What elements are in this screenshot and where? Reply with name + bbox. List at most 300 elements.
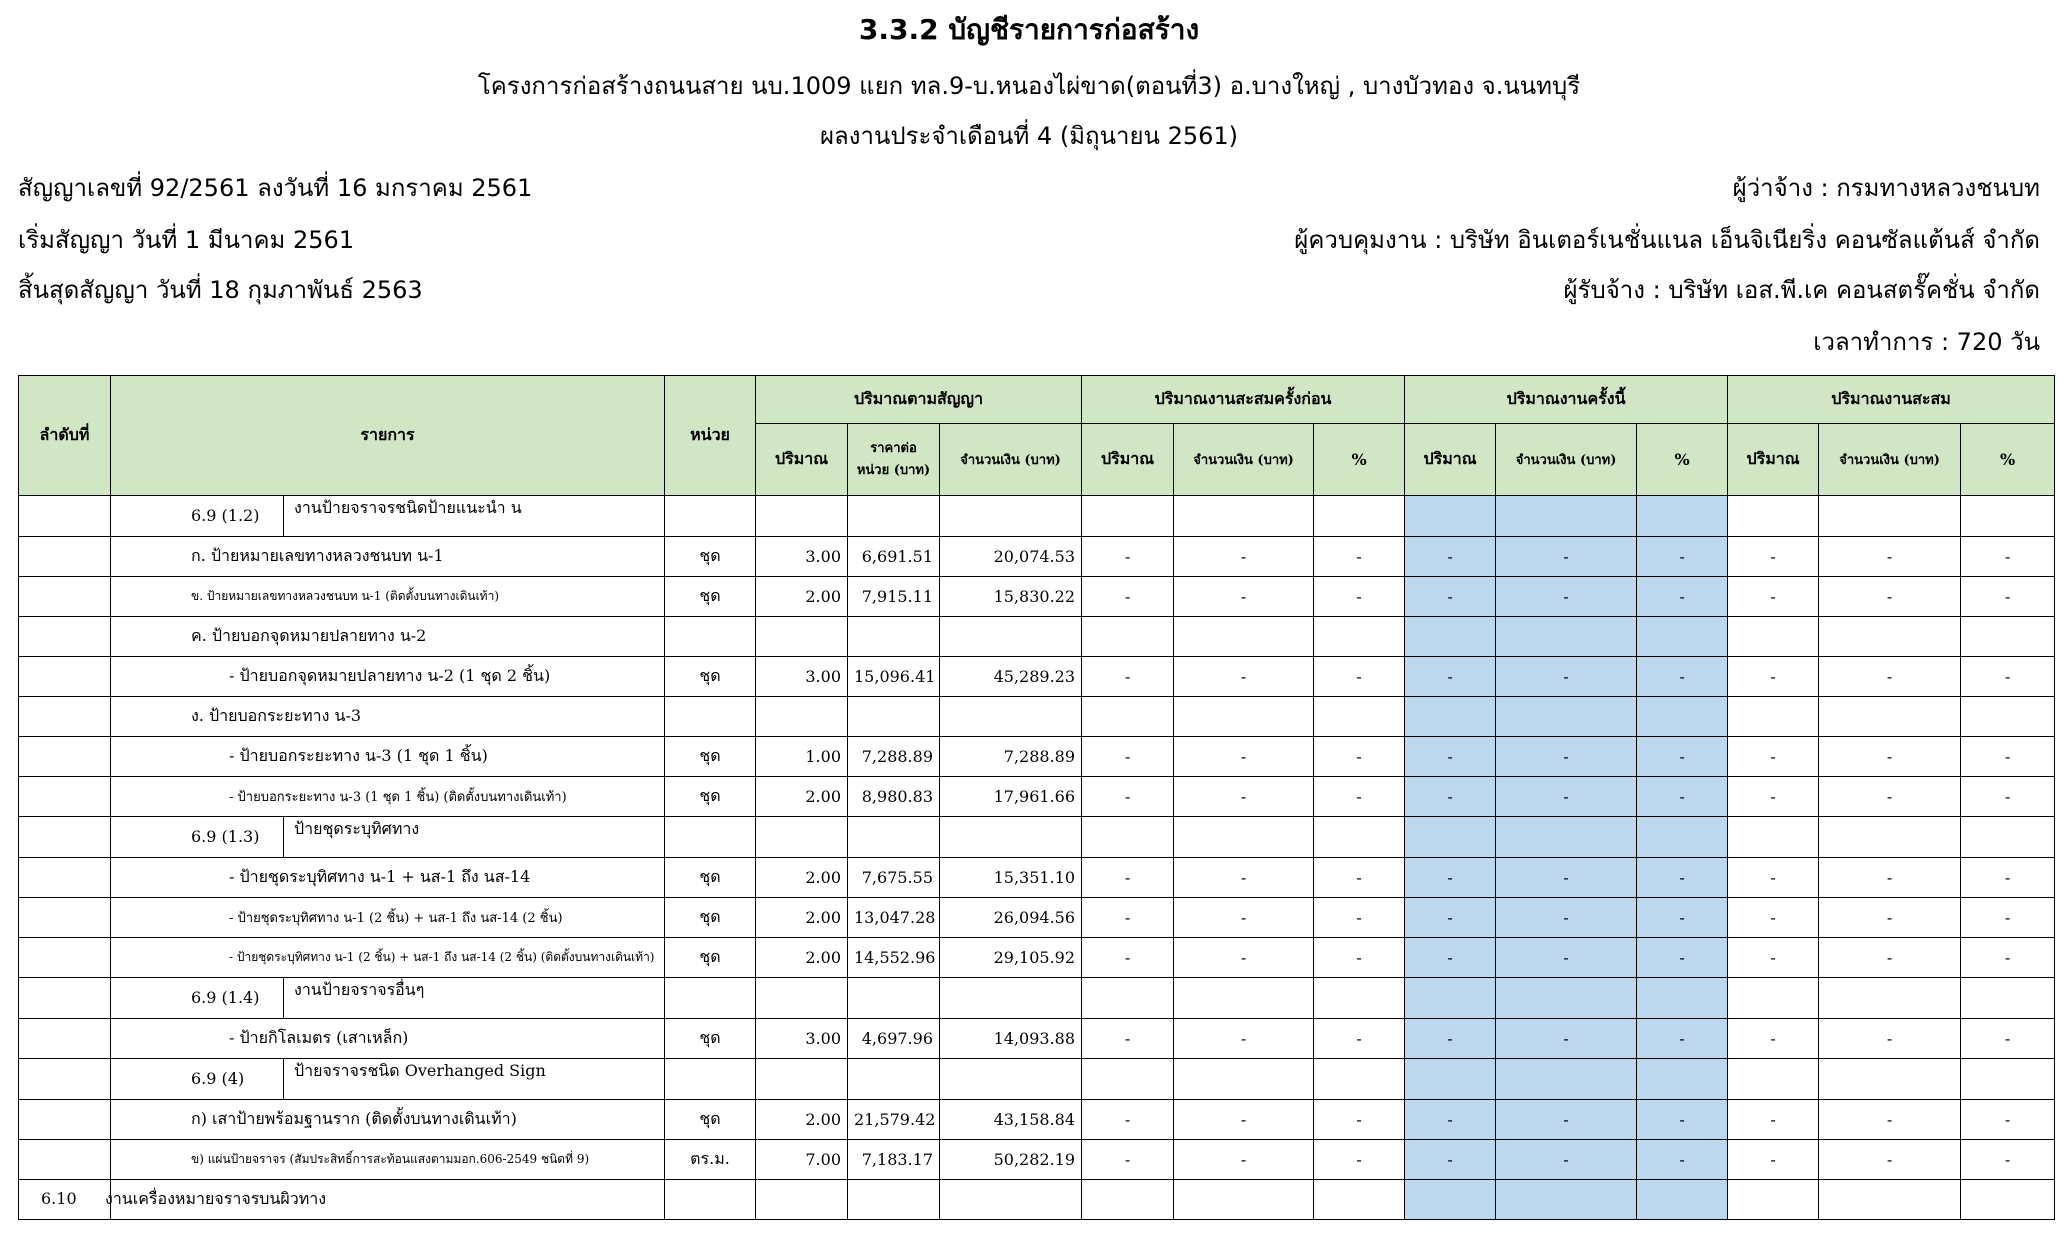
cell-unit	[665, 1180, 756, 1220]
header-cumulative: ปริมาณงานสะสม	[1728, 376, 2055, 424]
contract-number: สัญญาเลขที่ 92/2561 ลงวันที่ 16 มกราคม 2561	[18, 174, 533, 202]
cell-progress: -	[1728, 537, 1819, 577]
cell-progress	[1405, 697, 1496, 737]
cell-item: ก. ป้ายหมายเลขทางหลวงชนบท น-1	[111, 537, 665, 577]
table-row	[19, 697, 2055, 737]
cell-amount	[940, 978, 1082, 1019]
cell-progress: -	[1961, 1140, 2055, 1180]
cell-unit	[665, 1059, 756, 1100]
cell-item: - ป้ายชุดระบุทิศทาง น-1 + นส-1 ถึง นส-14	[111, 858, 665, 898]
cell-qty: 3.00	[756, 1019, 848, 1059]
cell-progress: -	[1405, 1100, 1496, 1140]
cell-progress	[1174, 978, 1314, 1019]
cell-progress: -	[1961, 657, 2055, 697]
cell-progress: -	[1174, 1140, 1314, 1180]
cell-progress: -	[1405, 657, 1496, 697]
cell-amount: 17,961.66	[940, 777, 1082, 817]
cell-progress: -	[1082, 1019, 1174, 1059]
cell-progress: -	[1637, 537, 1728, 577]
cell-progress: -	[1961, 1100, 2055, 1140]
item-label: งานป้ายจราจรอื่นๆ	[294, 980, 425, 999]
cell-amount: 20,074.53	[940, 537, 1082, 577]
cell-unit: ชุด	[665, 898, 756, 938]
cell-unit-price	[848, 1059, 940, 1100]
cell-progress: -	[1819, 1019, 1961, 1059]
cell-item	[41, 1180, 665, 1220]
cell-amount	[940, 817, 1082, 858]
header-contract: ปริมาณตามสัญญา	[756, 376, 1082, 424]
cell-no	[19, 496, 111, 537]
cell-progress: -	[1961, 938, 2055, 978]
cell-unit-price	[848, 1180, 940, 1220]
table-row	[19, 817, 2055, 858]
cell-progress: -	[1082, 898, 1174, 938]
cell-amount: 14,093.88	[940, 1019, 1082, 1059]
report-period: ผลงานประจำเดือนที่ 4 (มิถุนายน 2561)	[819, 122, 1239, 150]
cell-progress	[1405, 978, 1496, 1019]
cell-item: ก) เสาป้ายพร้อมฐานราก (ติดตั้งบนทางเดินเท้า)	[111, 1100, 665, 1140]
table-row	[19, 978, 2055, 1019]
cell-progress	[1637, 817, 1728, 858]
cell-unit-price	[848, 617, 940, 657]
cell-unit: ชุด	[665, 657, 756, 697]
cell-item	[111, 1059, 665, 1100]
cell-progress: -	[1728, 777, 1819, 817]
cell-progress	[1961, 496, 2055, 537]
cell-progress	[1637, 1180, 1728, 1220]
cell-qty: 7.00	[756, 1140, 848, 1180]
table-row	[19, 737, 2055, 777]
cell-progress	[1314, 617, 1405, 657]
cell-progress	[1174, 496, 1314, 537]
item-label: ป้ายชุดระบุทิศทาง	[294, 819, 420, 838]
cell-progress: -	[1082, 537, 1174, 577]
cell-progress: -	[1314, 898, 1405, 938]
cell-progress	[1961, 1059, 2055, 1100]
cell-unit: ชุด	[665, 777, 756, 817]
cell-progress	[1174, 697, 1314, 737]
item-code: 6.9 (4)	[111, 1059, 284, 1099]
cell-item: ค. ป้ายบอกจุดหมายปลายทาง น-2	[111, 617, 665, 657]
cell-progress	[1314, 1180, 1405, 1220]
cell-qty	[756, 496, 848, 537]
cell-progress: -	[1728, 1100, 1819, 1140]
cell-unit	[665, 697, 756, 737]
cell-progress	[1314, 817, 1405, 858]
cell-unit-price: 15,096.41	[848, 657, 940, 697]
cell-progress	[1314, 1059, 1405, 1100]
cell-progress: -	[1405, 1140, 1496, 1180]
cell-unit: ชุด	[665, 737, 756, 777]
cell-progress: -	[1405, 858, 1496, 898]
cell-qty	[756, 978, 848, 1019]
cell-progress	[1082, 1180, 1174, 1220]
cell-progress	[1961, 817, 2055, 858]
cell-no	[19, 1100, 111, 1140]
cell-amount	[940, 697, 1082, 737]
cell-qty	[756, 697, 848, 737]
cell-progress: -	[1082, 657, 1174, 697]
cell-qty: 3.00	[756, 657, 848, 697]
cell-progress: -	[1174, 938, 1314, 978]
cell-progress: -	[1314, 577, 1405, 617]
cell-progress: -	[1405, 1019, 1496, 1059]
table-row	[19, 858, 2055, 898]
cell-progress: -	[1174, 858, 1314, 898]
cell-progress: -	[1496, 858, 1637, 898]
cell-progress: -	[1314, 1140, 1405, 1180]
cell-unit	[665, 978, 756, 1019]
table-row	[19, 898, 2055, 938]
item-code: 6.9 (1.2)	[111, 496, 284, 536]
cell-no	[19, 1059, 111, 1100]
cell-progress: -	[1082, 938, 1174, 978]
cell-progress: -	[1314, 737, 1405, 777]
cell-progress: -	[1819, 1100, 1961, 1140]
cell-progress	[1405, 817, 1496, 858]
supervisor: ผู้ควบคุมงาน : บริษัท อินเตอร์เนชั่นแนล เอ็นจิเนียริ่ง คอนซัลแต้นส์ จำกัด	[1294, 226, 2040, 254]
cell-unit	[665, 817, 756, 858]
header-pct: %	[1314, 424, 1405, 496]
cell-progress: -	[1728, 657, 1819, 697]
cell-unit-price: 21,579.42	[848, 1100, 940, 1140]
cell-item: - ป้ายกิโลเมตร (เสาเหล็ก)	[111, 1019, 665, 1059]
cell-no	[19, 777, 111, 817]
item-code: 6.10	[41, 1189, 77, 1208]
cell-progress	[1496, 1180, 1637, 1220]
cell-progress: -	[1314, 1019, 1405, 1059]
cell-progress: -	[1961, 737, 2055, 777]
cell-item: - ป้ายบอกระยะทาง น-3 (1 ชุด 1 ชิ้น)	[111, 737, 665, 777]
cell-progress: -	[1082, 577, 1174, 617]
cell-progress	[1637, 496, 1728, 537]
cell-unit-price: 6,691.51	[848, 537, 940, 577]
cell-progress	[1961, 1180, 2055, 1220]
cell-amount: 7,288.89	[940, 737, 1082, 777]
cell-amount	[940, 1180, 1082, 1220]
cell-progress: -	[1496, 737, 1637, 777]
cell-progress	[1082, 978, 1174, 1019]
project-name: โครงการก่อสร้างถนนสาย นบ.1009 แยก ทล.9-บ.หนองไผ่ขาด(ตอนที่3) อ.บางใหญ่ , บางบัวทอง จ.นนทบุรี	[477, 72, 1581, 100]
cell-progress: -	[1496, 938, 1637, 978]
cell-unit-price: 7,183.17	[848, 1140, 940, 1180]
table-row	[19, 537, 2055, 577]
cell-progress: -	[1405, 938, 1496, 978]
header-qty: ปริมาณ	[1728, 424, 1819, 496]
cell-no	[19, 617, 111, 657]
item-label: งานป้ายจราจรชนิดป้ายแนะนำ น	[294, 498, 522, 517]
cell-item	[111, 496, 665, 537]
cell-no	[19, 697, 111, 737]
cell-progress: -	[1496, 1140, 1637, 1180]
cell-progress	[1728, 1059, 1819, 1100]
cell-amount	[940, 496, 1082, 537]
cell-progress: -	[1174, 577, 1314, 617]
cell-qty: 2.00	[756, 1100, 848, 1140]
item-label: ป้ายจราจรชนิด Overhanged Sign	[294, 1061, 546, 1080]
table-row	[19, 1140, 2055, 1180]
header-current: ปริมาณงานครั้งนี้	[1405, 376, 1728, 424]
cell-no	[19, 577, 111, 617]
cell-progress: -	[1961, 537, 2055, 577]
table-row	[19, 657, 2055, 697]
cell-item: - ป้ายชุดระบุทิศทาง น-1 (2 ชิ้น) + นส-1 ถึง นส-14 (2 ชิ้น)	[111, 898, 665, 938]
cell-progress: -	[1819, 938, 1961, 978]
item-label: งานเครื่องหมายจราจรบนผิวทาง	[105, 1189, 327, 1208]
cell-progress: -	[1961, 577, 2055, 617]
cell-progress: -	[1174, 898, 1314, 938]
cell-qty: 2.00	[756, 898, 848, 938]
cell-progress: -	[1496, 577, 1637, 617]
cell-progress: -	[1728, 1140, 1819, 1180]
cell-progress	[1728, 817, 1819, 858]
cell-progress: -	[1174, 777, 1314, 817]
table-row	[19, 496, 2055, 537]
employer: ผู้ว่าจ้าง : กรมทางหลวงชนบท	[1732, 174, 2040, 202]
cell-progress: -	[1637, 657, 1728, 697]
item-code: 6.9 (1.3)	[111, 817, 284, 857]
cell-progress: -	[1819, 657, 1961, 697]
table-row	[19, 617, 2055, 657]
cell-qty: 2.00	[756, 938, 848, 978]
cell-unit-price: 4,697.96	[848, 1019, 940, 1059]
header-item: รายการ	[111, 376, 665, 496]
cell-amount: 43,158.84	[940, 1100, 1082, 1140]
cell-progress: -	[1637, 577, 1728, 617]
header-unit-price-line1: ราคาต่อ	[870, 440, 917, 456]
cell-progress	[1496, 1059, 1637, 1100]
cell-amount	[940, 1059, 1082, 1100]
cell-item	[111, 978, 665, 1019]
cell-qty: 3.00	[756, 537, 848, 577]
cell-no	[19, 737, 111, 777]
cell-no	[19, 898, 111, 938]
header-amount: จำนวนเงิน (บาท)	[1496, 424, 1637, 496]
cell-progress: -	[1819, 777, 1961, 817]
cell-progress: -	[1819, 577, 1961, 617]
cell-qty	[756, 1059, 848, 1100]
cell-amount	[940, 617, 1082, 657]
cell-progress: -	[1496, 777, 1637, 817]
cell-progress	[1637, 1059, 1728, 1100]
cell-qty: 2.00	[756, 577, 848, 617]
cell-progress	[1314, 697, 1405, 737]
cell-progress	[1637, 978, 1728, 1019]
cell-progress	[1819, 978, 1961, 1019]
table-row	[19, 1100, 2055, 1140]
cell-progress: -	[1961, 1019, 2055, 1059]
cell-progress: -	[1405, 577, 1496, 617]
cell-progress	[1496, 817, 1637, 858]
cell-progress: -	[1314, 938, 1405, 978]
cell-progress: -	[1728, 737, 1819, 777]
cell-progress	[1819, 496, 1961, 537]
cell-unit-price: 7,915.11	[848, 577, 940, 617]
header-amount: จำนวนเงิน (บาท)	[1174, 424, 1314, 496]
cell-progress: -	[1082, 1140, 1174, 1180]
cell-progress: -	[1728, 858, 1819, 898]
cell-unit: ชุด	[665, 938, 756, 978]
cell-amount: 15,830.22	[940, 577, 1082, 617]
cell-progress	[1405, 617, 1496, 657]
table-row	[19, 777, 2055, 817]
construction-items-table	[18, 375, 2055, 1220]
cell-unit: ชุด	[665, 1019, 756, 1059]
cell-progress	[1819, 817, 1961, 858]
cell-progress	[1314, 978, 1405, 1019]
cell-item: - ป้ายบอกระยะทาง น-3 (1 ชุด 1 ชิ้น) (ติดตั้งบนทางเดินเท้า)	[111, 777, 665, 817]
cell-progress	[1174, 1059, 1314, 1100]
table-row	[19, 1019, 2055, 1059]
cell-progress: -	[1405, 537, 1496, 577]
cell-progress: -	[1637, 938, 1728, 978]
cell-item: ข. ป้ายหมายเลขทางหลวงชนบท น-1 (ติดตั้งบนทางเดินเท้า)	[111, 577, 665, 617]
cell-no	[19, 1140, 111, 1180]
cell-progress: -	[1637, 858, 1728, 898]
cell-progress: -	[1174, 737, 1314, 777]
cell-unit	[665, 496, 756, 537]
table-row	[19, 1059, 2055, 1100]
cell-unit-price	[848, 697, 940, 737]
cell-qty: 2.00	[756, 858, 848, 898]
cell-progress	[1728, 978, 1819, 1019]
cell-item	[111, 817, 665, 858]
cell-progress: -	[1405, 777, 1496, 817]
cell-amount: 45,289.23	[940, 657, 1082, 697]
header-qty: ปริมาณ	[1405, 424, 1496, 496]
page-title: 3.3.2 บัญชีรายการก่อสร้าง	[858, 13, 1200, 46]
cell-qty	[756, 817, 848, 858]
cell-progress: -	[1961, 898, 2055, 938]
cell-progress	[1728, 617, 1819, 657]
cell-progress: -	[1961, 777, 2055, 817]
cell-amount: 29,105.92	[940, 938, 1082, 978]
header-pct: %	[1637, 424, 1728, 496]
header-qty: ปริมาณ	[756, 424, 848, 496]
cell-unit: ตร.ม.	[665, 1140, 756, 1180]
cell-progress: -	[1496, 657, 1637, 697]
cell-unit: ชุด	[665, 858, 756, 898]
cell-no	[19, 537, 111, 577]
duration: เวลาทำการ : 720 วัน	[1813, 328, 2040, 356]
cell-item: - ป้ายบอกจุดหมายปลายทาง น-2 (1 ชุด 2 ชิ้น)	[111, 657, 665, 697]
cell-unit-price: 8,980.83	[848, 777, 940, 817]
cell-progress	[1961, 697, 2055, 737]
cell-progress: -	[1082, 1100, 1174, 1140]
cell-progress	[1961, 978, 2055, 1019]
cell-progress	[1496, 697, 1637, 737]
cell-progress: -	[1496, 1100, 1637, 1140]
cell-unit-price: 14,552.96	[848, 938, 940, 978]
cell-amount: 15,351.10	[940, 858, 1082, 898]
cell-progress: -	[1637, 737, 1728, 777]
cell-item: ข) แผ่นป้ายจราจร (สัมประสิทธิ์การสะท้อนแสงตามมอก.606-2549 ชนิดที่ 9)	[111, 1140, 665, 1180]
cell-amount: 50,282.19	[940, 1140, 1082, 1180]
cell-progress	[1819, 1180, 1961, 1220]
header-pct: %	[1961, 424, 2055, 496]
cell-progress: -	[1819, 1140, 1961, 1180]
cell-progress: -	[1819, 537, 1961, 577]
cell-progress: -	[1637, 1140, 1728, 1180]
cell-qty: 2.00	[756, 777, 848, 817]
cell-progress	[1496, 496, 1637, 537]
cell-unit: ชุด	[665, 1100, 756, 1140]
header-unit: หน่วย	[665, 376, 756, 496]
cell-progress	[1405, 1180, 1496, 1220]
cell-progress	[1961, 617, 2055, 657]
cell-no	[19, 978, 111, 1019]
cell-progress: -	[1819, 737, 1961, 777]
cell-progress: -	[1637, 898, 1728, 938]
cell-item: - ป้ายชุดระบุทิศทาง น-1 (2 ชิ้น) + นส-1 ถึง นส-14 (2 ชิ้น) (ติดตั้งบนทางเดินเท้า)	[111, 938, 665, 978]
cell-progress: -	[1314, 777, 1405, 817]
cell-amount: 26,094.56	[940, 898, 1082, 938]
cell-unit: ชุด	[665, 537, 756, 577]
cell-progress	[1082, 697, 1174, 737]
cell-progress: -	[1174, 537, 1314, 577]
cell-unit-price	[848, 978, 940, 1019]
cell-progress: -	[1819, 898, 1961, 938]
cell-unit-price: 13,047.28	[848, 898, 940, 938]
cell-progress	[1174, 1180, 1314, 1220]
cell-progress: -	[1174, 1100, 1314, 1140]
cell-progress: -	[1496, 537, 1637, 577]
header-amount: จำนวนเงิน (บาท)	[940, 424, 1082, 496]
cell-progress: -	[1637, 1100, 1728, 1140]
cell-progress: -	[1496, 1019, 1637, 1059]
cell-progress	[1637, 697, 1728, 737]
cell-progress: -	[1819, 858, 1961, 898]
cell-progress	[1405, 496, 1496, 537]
cell-no	[19, 858, 111, 898]
table-row	[19, 577, 2055, 617]
cell-unit-price: 7,675.55	[848, 858, 940, 898]
cell-progress: -	[1728, 1019, 1819, 1059]
cell-progress	[1819, 617, 1961, 657]
contract-end: สิ้นสุดสัญญา วันที่ 18 กุมภาพันธ์ 2563	[18, 276, 423, 304]
cell-progress: -	[1314, 1100, 1405, 1140]
cell-progress	[1819, 1059, 1961, 1100]
cell-progress	[1728, 697, 1819, 737]
cell-progress	[1082, 617, 1174, 657]
item-code: 6.9 (1.4)	[111, 978, 284, 1018]
cell-progress: -	[1174, 657, 1314, 697]
cell-unit: ชุด	[665, 577, 756, 617]
cell-progress: -	[1174, 1019, 1314, 1059]
cell-progress: -	[1637, 777, 1728, 817]
cell-no	[19, 938, 111, 978]
cell-qty	[756, 617, 848, 657]
header-unit-price	[848, 424, 940, 496]
cell-progress	[1405, 1059, 1496, 1100]
cell-progress: -	[1082, 777, 1174, 817]
cell-progress: -	[1082, 737, 1174, 777]
cell-progress	[1082, 1059, 1174, 1100]
contractor: ผู้รับจ้าง : บริษัท เอส.พี.เค คอนสตรั๊คชั่น จำกัด	[1563, 276, 2040, 304]
table-row	[19, 1180, 2055, 1220]
cell-progress	[1314, 496, 1405, 537]
header-prev: ปริมาณงานสะสมครั้งก่อน	[1082, 376, 1405, 424]
cell-progress: -	[1961, 858, 2055, 898]
header-qty: ปริมาณ	[1082, 424, 1174, 496]
cell-progress	[1174, 617, 1314, 657]
cell-progress	[1496, 978, 1637, 1019]
cell-progress: -	[1314, 537, 1405, 577]
cell-progress: -	[1314, 657, 1405, 697]
header-no: ลำดับที่	[19, 376, 111, 496]
cell-unit-price	[848, 817, 940, 858]
cell-progress	[1728, 1180, 1819, 1220]
